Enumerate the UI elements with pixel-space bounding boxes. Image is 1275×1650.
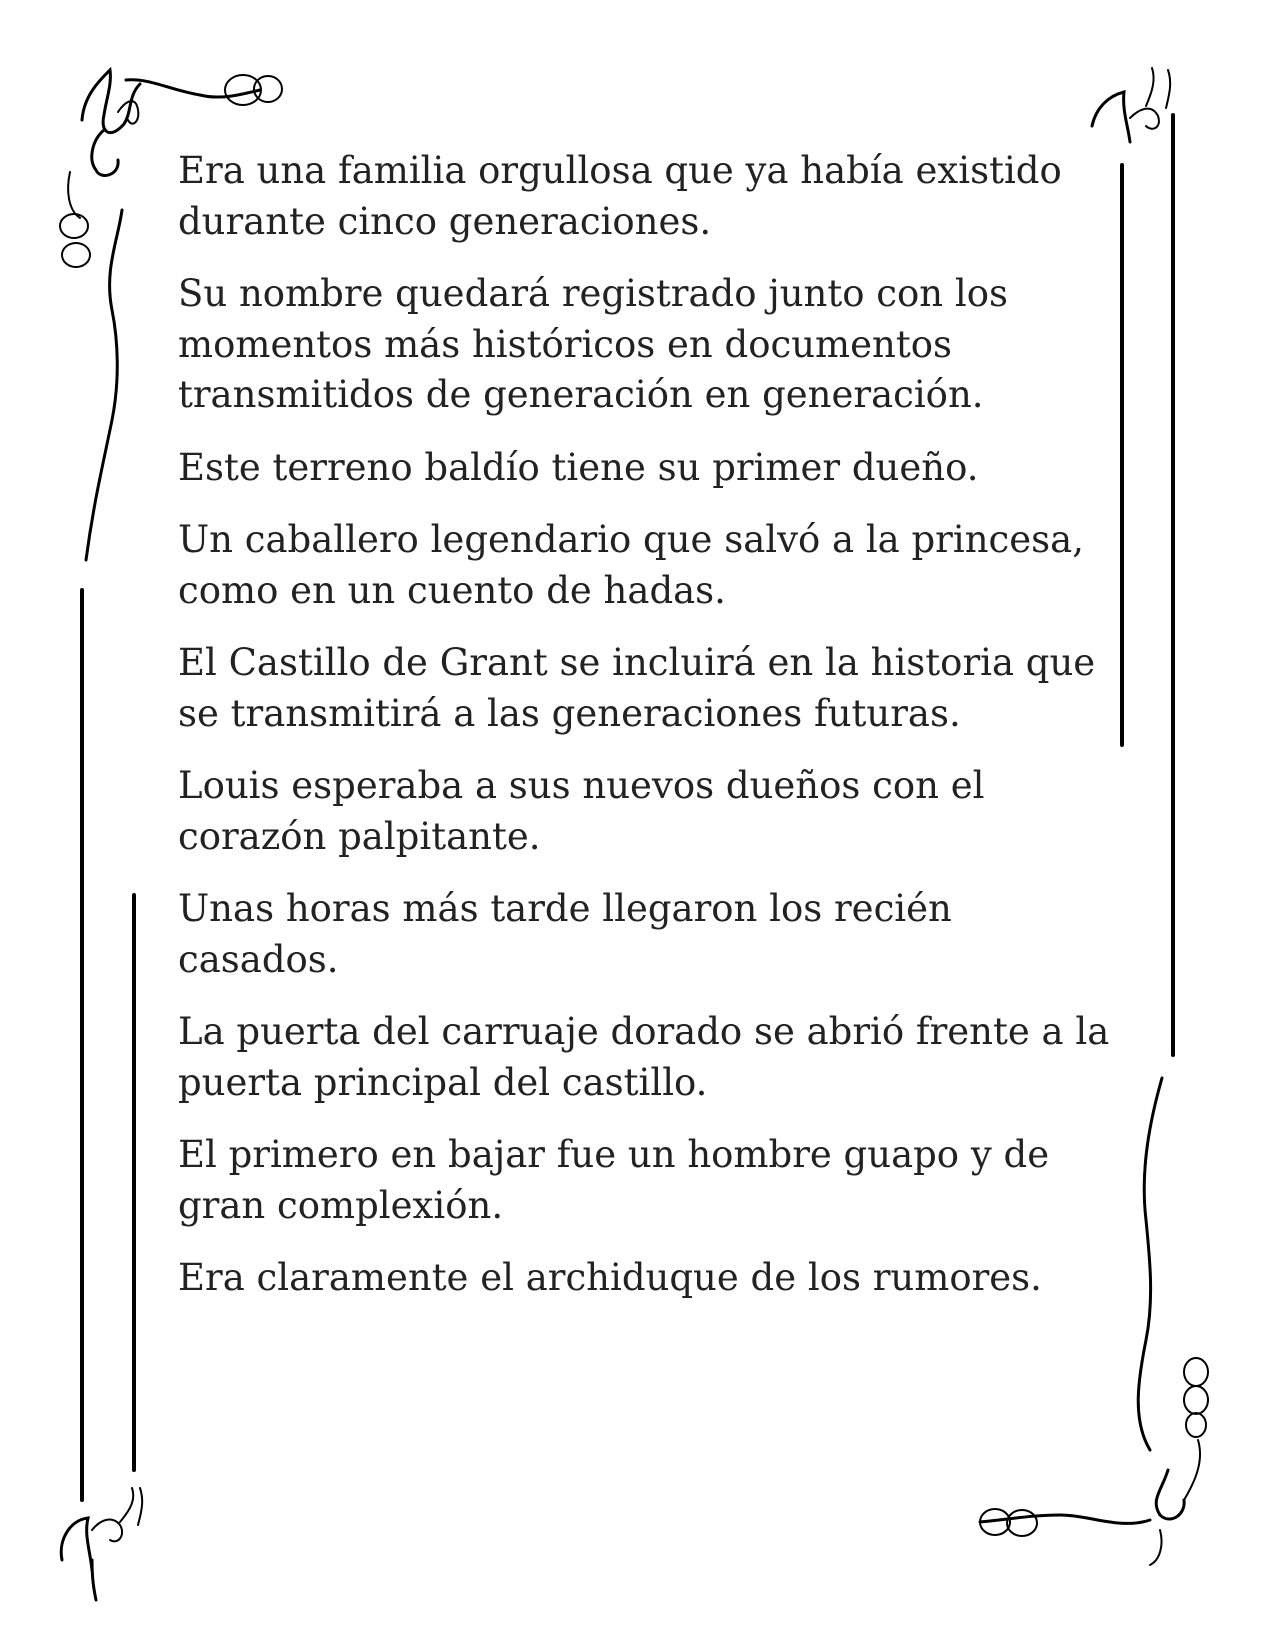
flourish-top-right-icon: [1092, 68, 1170, 142]
flourish-bottom-left-icon: [61, 1488, 142, 1600]
paragraph: Louis esperaba a sus nuevos dueños con el corazón palpitante.: [178, 764, 985, 858]
paragraph: Su nombre quedará registrado junto con los momentos más históricos en documentos transmitidos de generación en generación.: [178, 272, 1008, 416]
paragraph: El Castillo de Grant se incluirá en la historia que se transmitirá a las generaciones futuras.: [178, 641, 1096, 735]
paragraph: El primero en bajar fue un hombre guapo y de gran complexión.: [178, 1133, 1050, 1227]
paragraph: Este terreno baldío tiene su primer dueño.: [178, 445, 979, 489]
paragraph: Unas horas más tarde llegaron los recién casados.: [178, 887, 952, 981]
story-text: [178, 146, 1113, 1326]
paragraph: Un caballero legendario que salvó a la princesa, como en un cuento de hadas.: [178, 518, 1084, 612]
paragraph: Era claramente el archiduque de los rumores.: [178, 1256, 1042, 1299]
paragraph: Era una familia orgullosa que ya había existido durante cinco generaciones.: [178, 149, 1062, 243]
paragraph: La puerta del carruaje dorado se abrió frente a la puerta principal del castillo.: [178, 1010, 1110, 1104]
